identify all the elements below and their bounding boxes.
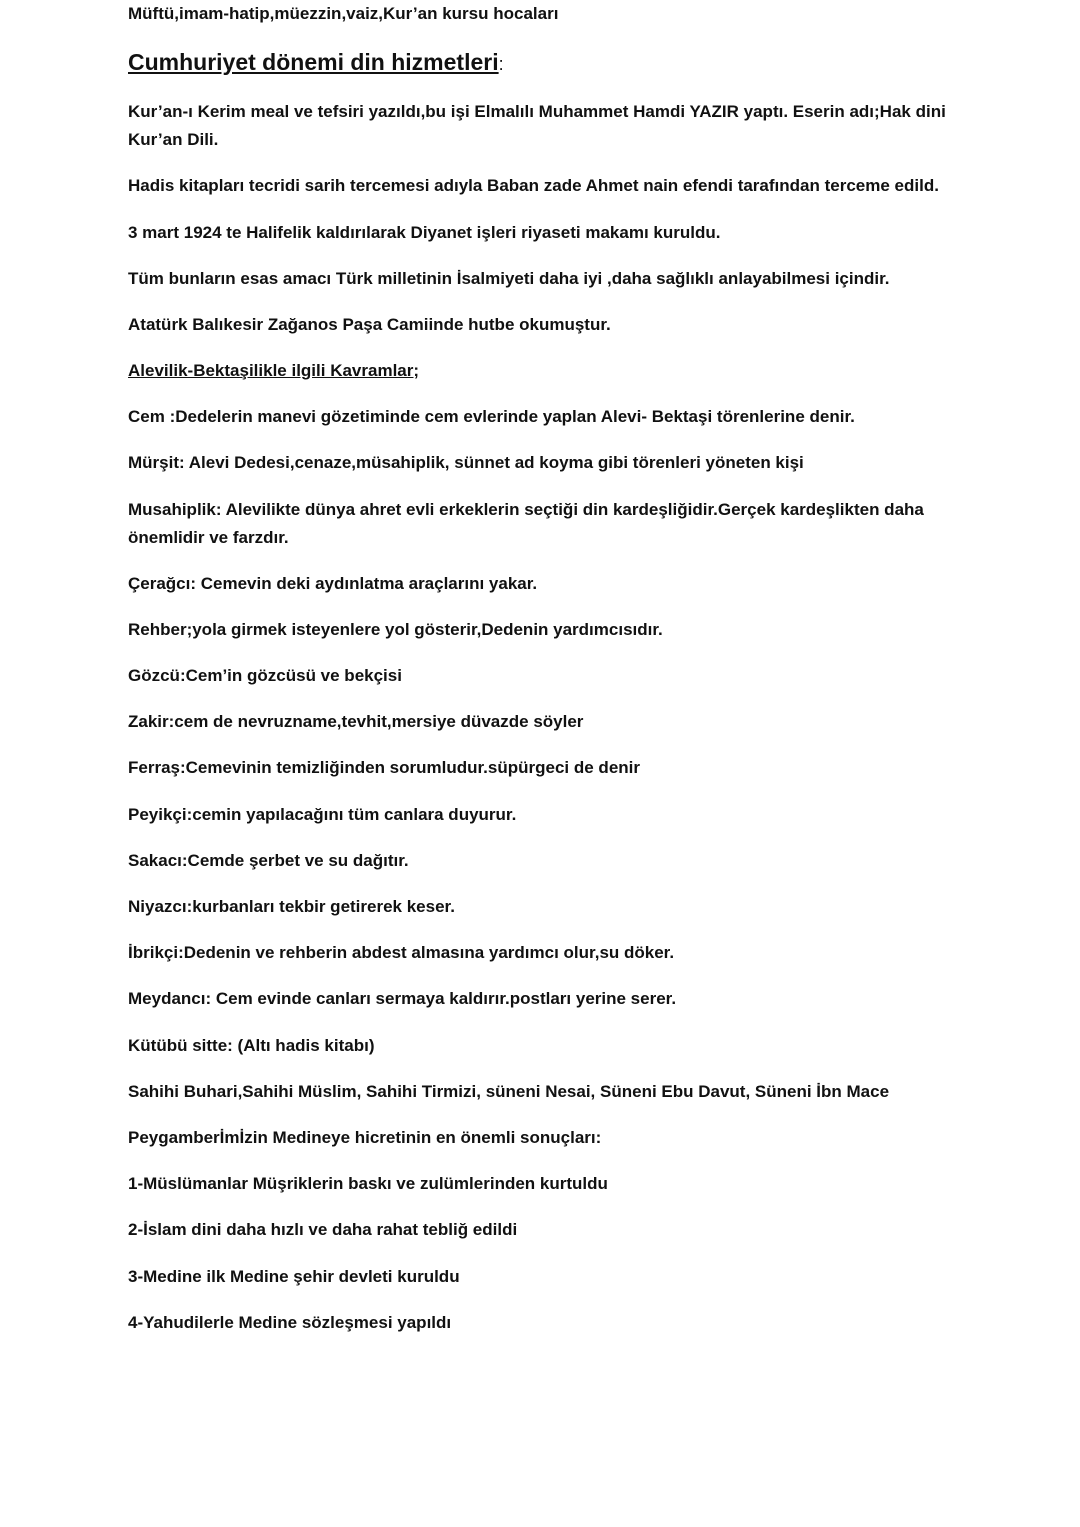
concept-cem: Cem :Dedelerin manevi gözetiminde cem evlerinde yaplan Alevi- Bektaşi törenlerine denir.: [128, 407, 855, 426]
concept-zakir: Zakir:cem de nevruzname,tevhit,mersiye düvazde söyler: [128, 712, 584, 731]
intro-line: Müftü,imam-hatip,müezzin,vaiz,Kur’an kursu hocaları: [128, 4, 559, 23]
hijra-result-1: 1-Müslümanlar Müşriklerin baskı ve zulümlerinden kurtuldu: [128, 1174, 608, 1193]
concept-ibrikci: İbrikçi:Dedenin ve rehberin abdest almasına yardımcı olur,su döker.: [128, 943, 675, 962]
hijra-title: Peygamberİmİzin Medineye hicretinin en önemli sonuçları:: [128, 1128, 602, 1147]
paragraph-diyanet: 3 mart 1924 te Halifelik kaldırılarak Diyanet işleri riyaseti makamı kuruldu.: [128, 223, 721, 242]
concept-meydanci: Meydancı: Cem evinde canları sermaya kaldırır.postları yerine serer.: [128, 989, 677, 1008]
kutubu-sitte-books: Sahihi Buhari,Sahihi Müslim, Sahihi Tirmizi, süneni Nesai, Süneni Ebu Davut, Süneni İbn Mace: [128, 1082, 890, 1101]
paragraph-hadis: Hadis kitapları tecridi sarih tercemesi adıyla Baban zade Ahmet nain efendi tarafından terceme edild.: [128, 176, 939, 195]
concept-sakaci: Sakacı:Cemde şerbet ve su dağıtır.: [128, 851, 409, 870]
section-heading-republic: [128, 47, 504, 79]
concept-gozcu: Gözcü:Cem’in gözcüsü ve bekçisi: [128, 666, 402, 685]
paragraph-ataturk: Atatürk Balıkesir Zağanos Paşa Camiinde hutbe okumuştur.: [128, 315, 611, 334]
concept-ferras: Ferraş:Cemevinin temizliğinden sorumludur.süpürgeci de denir: [128, 758, 640, 777]
paragraph-purpose: Tüm bunların esas amacı Türk milletinin İsalmiyeti daha iyi ,daha sağlıklı anlayabilmesi içindir.: [128, 269, 890, 288]
hijra-result-2: 2-İslam dini daha hızlı ve daha rahat tebliğ edildi: [128, 1220, 518, 1239]
heading-text: Cumhuriyet dönemi din hizmetleri: [128, 49, 499, 75]
concept-peyikci: Peyikçi:cemin yapılacağını tüm canlara duyurur.: [128, 805, 517, 824]
concept-ceragci: Çerağcı: Cemevin deki aydınlatma araçlarını yakar.: [128, 574, 538, 593]
kutubu-sitte-title: Kütübü sitte: (Altı hadis kitabı): [128, 1036, 375, 1055]
alevi-heading: Alevilik-Bektaşilikle ilgili Kavramlar;: [128, 361, 420, 380]
heading-suffix: :: [498, 54, 504, 74]
hijra-result-4: 4-Yahudilerle Medine sözleşmesi yapıldı: [128, 1313, 452, 1332]
concept-niyazci: Niyazcı:kurbanları tekbir getirerek keser.: [128, 897, 455, 916]
concept-mursit: Mürşit: Alevi Dedesi,cenaze,müsahiplik, sünnet ad koyma gibi törenleri yöneten kişi: [128, 453, 804, 472]
concept-rehber: Rehber;yola girmek isteyenlere yol gösterir,Dedenin yardımcısıdır.: [128, 620, 663, 639]
hijra-result-3: 3-Medine ilk Medine şehir devleti kuruldu: [128, 1267, 460, 1286]
paragraph-tefsir: Kur’an-ı Kerim meal ve tefsiri yazıldı,bu işi Elmalılı Muhammet Hamdi YAZIR yaptı. Eserin adı;Hak dini Kur’an Dili.: [128, 102, 946, 149]
concept-musahiplik: Musahiplik: Alevilikte dünya ahret evli erkeklerin seçtiği din kardeşliğidir.Gerçek kardeşlikten daha önemlidir ve farzdır.: [128, 500, 924, 547]
